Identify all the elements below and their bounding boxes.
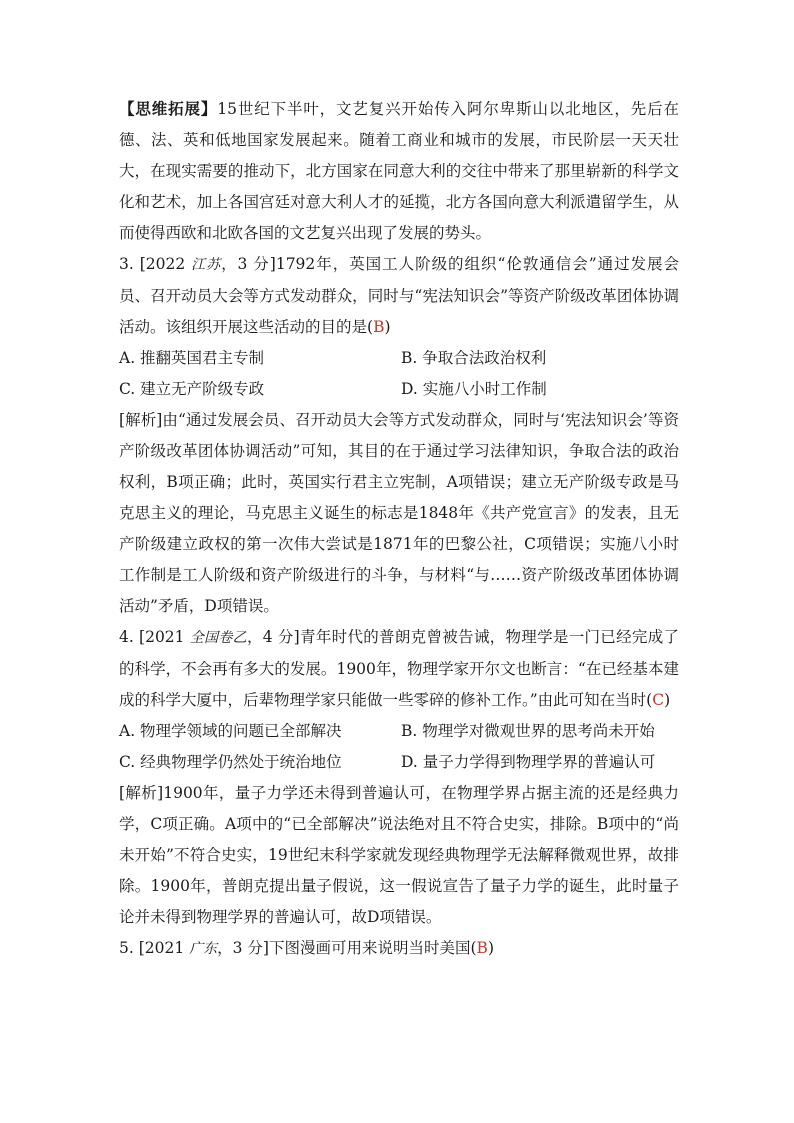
question-4-option-a: A. 物理学领域的问题已全部解决 — [119, 722, 342, 740]
question-4-stem-text: 青年时代的普朗克曾被告诫，物理学是一门已经完成了的科学，不会再有多大的发展。1900年，物理学家开尔文也断言：“在已经基本建成的科学大厦中，后辈物理学家只能做一些零碎的修补工作。”由此可知在当时( — [119, 628, 680, 709]
question-4-analysis: [解析]1900年，量子力学还未得到普遍认可，在物理学界占据主流的还是经典力学，C项正确。A项中的“已全部解决”说法绝对且不符合史实，排除。B项中的“尚未开始”不符合史实，19世纪末科学家就发现经典物理学无法解释微观世界，故排除。1900年，普朗克提出量子假说，这一假说宣告了量子力学的诞生，此时量子论并未得到物理学界的普遍认可，故D项错误。 — [119, 784, 679, 926]
question-5-stem — [119, 933, 679, 965]
question-4-option-c: C. 经典物理学仍然处于统治地位 — [119, 753, 342, 771]
question-4-source-open: [2021 — [139, 628, 190, 646]
document-page — [119, 93, 679, 965]
question-4-options — [119, 716, 679, 778]
question-3-source-open: [2022 — [139, 255, 192, 273]
question-4-source-score: ，4 分] — [246, 628, 300, 646]
question-5-answer: B — [476, 939, 488, 957]
question-4-answer: C — [652, 691, 665, 709]
question-3-number: 3. — [119, 255, 140, 273]
question-5-stem-text: 下图漫画可用来说明当时美国( — [268, 939, 477, 957]
question-3-stem-close: ) — [384, 318, 391, 336]
question-5-source-open: [2021 — [138, 939, 190, 957]
question-5-stem-close: ) — [487, 939, 494, 957]
question-3-source-score: ，3 分] — [221, 255, 276, 273]
question-3-source-region: 江苏 — [191, 257, 222, 273]
thinking-extension-tag: 【思维拓展】 — [119, 99, 218, 118]
question-3-stem — [119, 249, 679, 343]
question-5-source-score: ，3 分] — [217, 939, 269, 957]
question-4-source-region: 全国卷乙 — [189, 630, 247, 646]
question-3-option-d: D. 实施八小时工作制 — [401, 380, 547, 398]
question-3-answer: B — [373, 318, 385, 336]
question-5-number: 5. — [119, 939, 139, 957]
question-3-option-c: C. 建立无产阶级专政 — [119, 380, 265, 398]
thinking-extension-paragraph — [119, 93, 679, 249]
question-4-option-b: B. 物理学对微观世界的思考尚未开始 — [401, 722, 655, 740]
question-5-source-region: 广东 — [189, 941, 218, 957]
thinking-extension-text: 15世纪下半叶，文艺复兴开始传入阿尔卑斯山以北地区，先后在德、法、英和低地国家发展起来。随着工商业和城市的发展，市民阶层一天天壮大，在现实需要的推动下，北方国家在同意大利的交往中带来了那里崭新的科学文化和艺术，加上各国宫廷对意大利人才的延揽，北方各国向意大利派遣留学生，从而使得西欧和北欧各国的文艺复兴出现了发展的势头。 — [119, 100, 679, 242]
question-4-option-d: D. 量子力学得到物理学界的普遍认可 — [401, 753, 656, 771]
question-4-stem — [119, 622, 679, 716]
question-4-number: 4. — [119, 628, 140, 646]
question-3-options — [119, 343, 679, 405]
question-3-option-b: B. 争取合法政治权利 — [401, 349, 547, 367]
question-3-option-a: A. 推翻英国君主专制 — [119, 349, 265, 367]
question-3-stem-text: 1792年，英国工人阶级的组织“伦敦通信会”通过发展会员、召开动员大会等方式发动群众，同时与“宪法知识会”等资产阶级改革团体协调活动。该组织开展这些活动的目的是( — [119, 255, 680, 336]
question-4-stem-close: ) — [664, 691, 671, 709]
question-3-analysis: [解析]由“通过发展会员、召开动员大会等方式发动群众，同时与‘宪法知识会’等资产阶级改革团体协调活动”可知，其目的在于通过学习法律知识，争取合法的政治权利，B项正确；此时，英国实行君主立宪制，A项错误；建立无产阶级专政是马克思主义的理论，马克思主义诞生的标志是1848年《共产党宣言》的发表，且无产阶级建立政权的第一次伟大尝试是1871年的巴黎公社，C项错误；实施八小时工作制是工人阶级和资产阶级进行的斗争，与材料“与……资产阶级改革团体协调活动”矛盾，D项错误。 — [119, 411, 679, 615]
